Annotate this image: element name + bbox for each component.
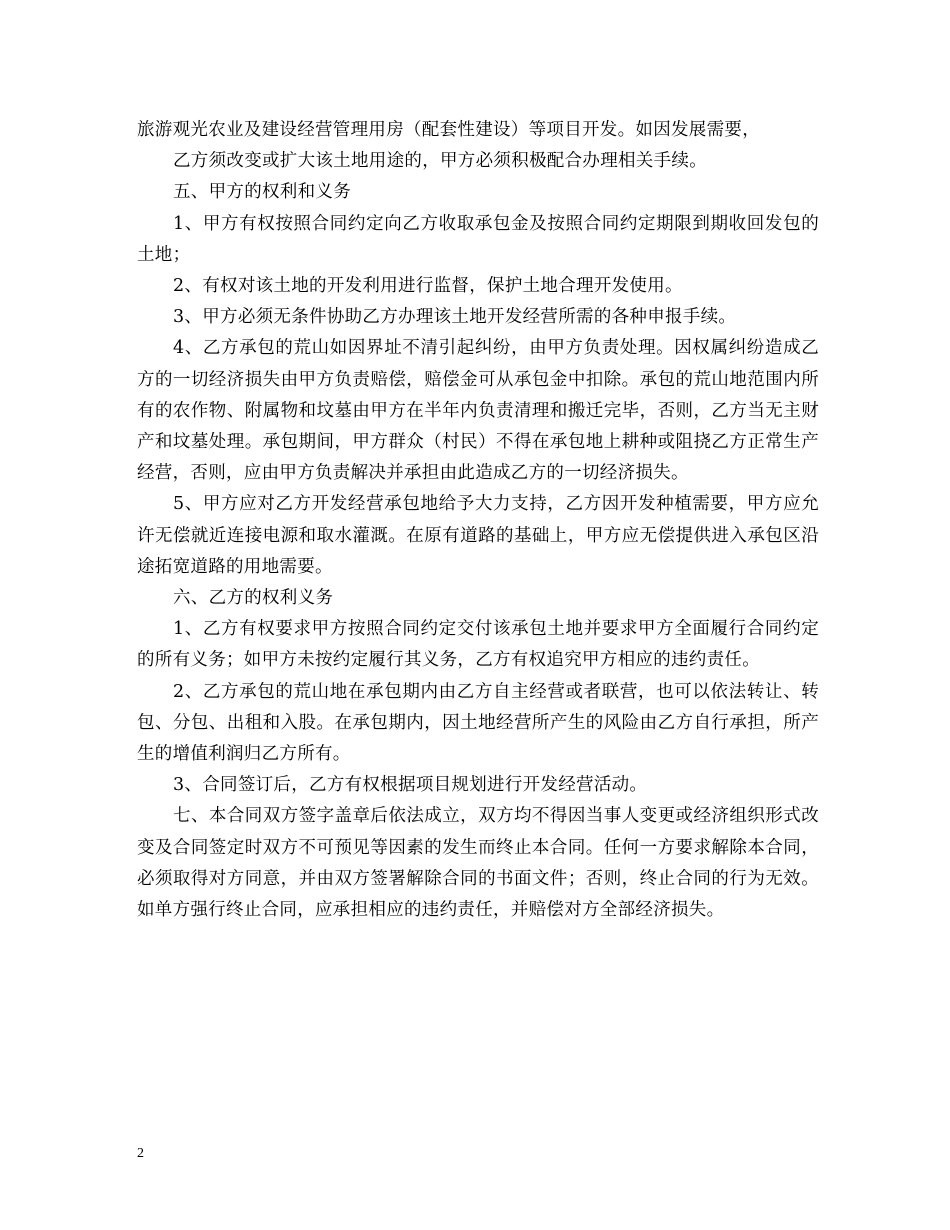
paragraph-b-clause-3: 3、合同签订后，乙方有权根据项目规划进行开发经营活动。 xyxy=(173,775,648,796)
paragraph-clause-7: 七、本合同双方签字盖章后依法成立，双方均不得因当事人变更或经济组织形式改变及合同签定时双方不可预见等因素的发生而终止本合同。任何一方要求解除本合同，必须取得对方同意，并由双方签署解除合同的书面文件；否则，终止合同的行为无效。如单方强行终止合同，应承担相应的违约责任，并赔偿对方全部经济损失。 xyxy=(137,806,819,921)
paragraph-a-clause-4: 4、乙方承包的荒山如因界址不清引起纠纷，由甲方负责处理。因权属纠纷造成乙方的一切经济损失由甲方负责赔偿，赔偿金可从承包金中扣除。承包的荒山地范围内所有的农作物、附属物和坟墓由甲方在半年内负责清理和搬迁完毕，否则，乙方当无主财产和坟墓处理。承包期间，甲方群众（村民）不得在承包地上耕种或阻挠乙方正常生产经营，否则，应由甲方负责解决并承担由此造成乙方的一切经济损失。 xyxy=(137,338,819,484)
paragraph-a-clause-5: 5、甲方应对乙方开发经营承包地给予大力支持，乙方因开发种植需要，甲方应允许无偿就近连接电源和取水灌溉。在原有道路的基础上，甲方应无偿提供进入承包区沿途拓宽道路的用地需要。 xyxy=(137,494,819,577)
paragraph-b-clause-2: 2、乙方承包的荒山地在承包期内由乙方自主经营或者联营，也可以依法转让、转包、分包、出租和入股。在承包期内，因土地经营所产生的风险由乙方自行承担，所产生的增值利润归乙方所有。 xyxy=(137,681,819,765)
paragraph-land-use-continuation: 旅游观光农业及建设经营管理用房（配套性建设）等项目开发。如因发展需要， xyxy=(137,120,760,140)
section-heading-party-b-rights: 六、乙方的权利义务 xyxy=(173,588,334,609)
page-number: 2 xyxy=(137,1146,144,1161)
paragraph-a-clause-1: 1、甲方有权按照合同约定向乙方收取承包金及按照合同约定期限到期收回发包的土地； xyxy=(137,213,819,265)
document-body xyxy=(137,115,819,926)
paragraph-b-clause-1: 1、乙方有权要求甲方按照合同约定交付该承包土地并要求甲方全面履行合同约定的所有义务；如甲方未按约定履行其义务，乙方有权追究甲方相应的违约责任。 xyxy=(137,619,819,671)
paragraph-land-use-change: 乙方须改变或扩大该土地用途的，甲方必须积极配合办理相关手续。 xyxy=(173,151,707,172)
section-heading-party-a-rights: 五、甲方的权利和义务 xyxy=(173,182,351,203)
paragraph-a-clause-2: 2、有权对该土地的开发利用进行监督，保护土地合理开发使用。 xyxy=(173,276,683,297)
paragraph-a-clause-3: 3、甲方必须无条件协助乙方办理该土地开发经营所需的各种申报手续。 xyxy=(173,307,737,328)
